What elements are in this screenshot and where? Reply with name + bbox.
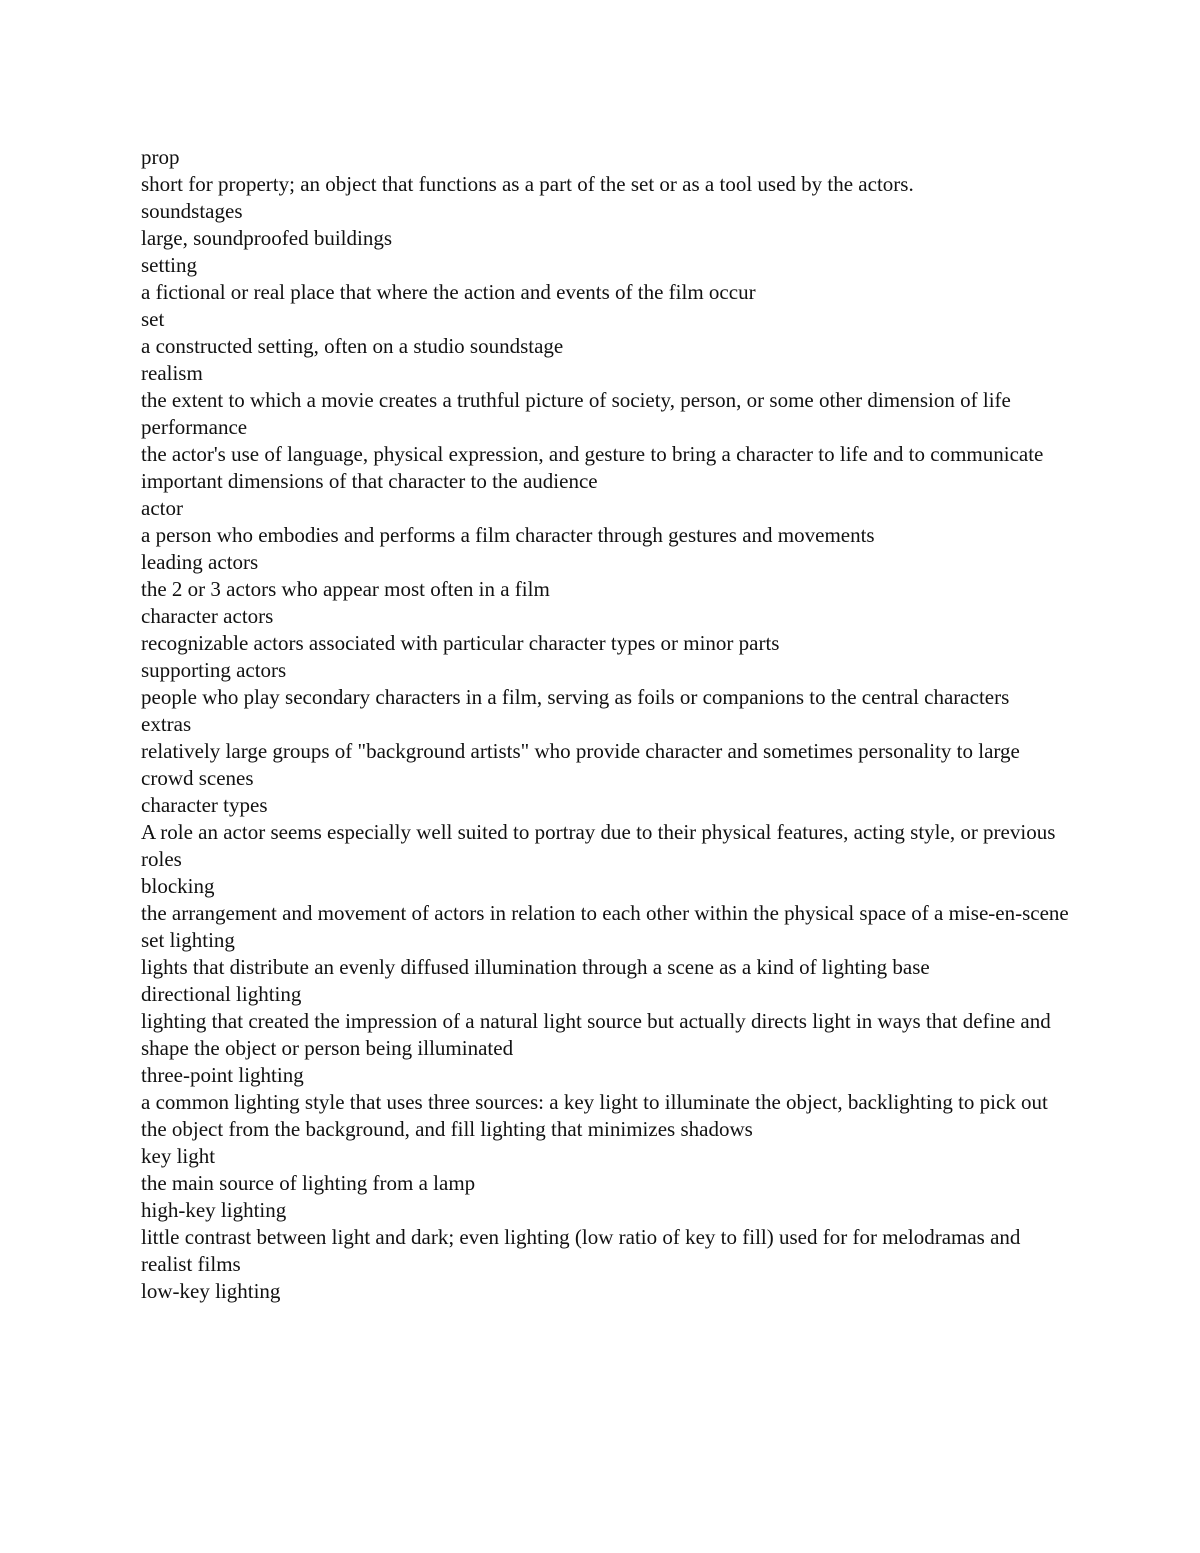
term-set-lighting: set lighting — [141, 928, 235, 952]
term-set: set — [141, 307, 165, 331]
definition-actor: a person who embodies and performs a film character through gestures and movements — [141, 523, 875, 547]
term-character-actors: character actors — [141, 604, 274, 628]
term-setting: setting — [141, 253, 197, 277]
term-key-light: key light — [141, 1144, 216, 1168]
definition-extras: relatively large groups of "background artists" who provide character and sometimes personality to large crowd scenes — [141, 739, 1020, 790]
definition-character-types: A role an actor seems especially well suited to portray due to their physical features, acting style, or previous roles — [141, 820, 1056, 871]
definition-three-point-lighting: a common lighting style that uses three sources: a key light to illuminate the object, backlighting to pick out the object from the background, and fill lighting that minimizes shadows — [141, 1090, 1048, 1141]
term-low-key-lighting: low-key lighting — [141, 1279, 281, 1303]
term-performance: performance — [141, 415, 248, 439]
definition-supporting-actors: people who play secondary characters in a film, serving as foils or companions to the central characters — [141, 685, 1010, 709]
definition-prop: short for property; an object that functions as a part of the set or as a tool used by the actors. — [141, 172, 914, 196]
definition-blocking: the arrangement and movement of actors in relation to each other within the physical space of a mise-en-scene — [141, 901, 1069, 925]
definition-set: a constructed setting, often on a studio soundstage — [141, 334, 564, 358]
term-supporting-actors: supporting actors — [141, 658, 287, 682]
term-high-key-lighting: high-key lighting — [141, 1198, 287, 1222]
definition-high-key-lighting: little contrast between light and dark; even lighting (low ratio of key to fill) used for for melodramas and realist films — [141, 1225, 1021, 1276]
definition-soundstages: large, soundproofed buildings — [141, 226, 392, 250]
definition-set-lighting: lights that distribute an evenly diffused illumination through a scene as a kind of lighting base — [141, 955, 930, 979]
term-character-types: character types — [141, 793, 268, 817]
term-prop: prop — [141, 145, 180, 169]
term-realism: realism — [141, 361, 203, 385]
definition-directional-lighting: lighting that created the impression of a natural light source but actually directs light in ways that define and shape the object or person being illuminated — [141, 1009, 1051, 1060]
definition-performance: the actor's use of language, physical expression, and gesture to bring a character to life and to communicate important dimensions of that character to the audience — [141, 442, 1044, 493]
definition-leading-actors: the 2 or 3 actors who appear most often in a film — [141, 577, 550, 601]
term-leading-actors: leading actors — [141, 550, 259, 574]
term-blocking: blocking — [141, 874, 215, 898]
term-soundstages: soundstages — [141, 199, 243, 223]
term-three-point-lighting: three-point lighting — [141, 1063, 304, 1087]
definition-realism: the extent to which a movie creates a truthful picture of society, person, or some other dimension of life — [141, 388, 1011, 412]
term-actor: actor — [141, 496, 183, 520]
definition-key-light: the main source of lighting from a lamp — [141, 1171, 476, 1195]
term-directional-lighting: directional lighting — [141, 982, 302, 1006]
definition-character-actors: recognizable actors associated with particular character types or minor parts — [141, 631, 780, 655]
definition-setting: a fictional or real place that where the action and events of the film occur — [141, 280, 756, 304]
document-page — [141, 144, 1071, 1305]
term-extras: extras — [141, 712, 192, 736]
